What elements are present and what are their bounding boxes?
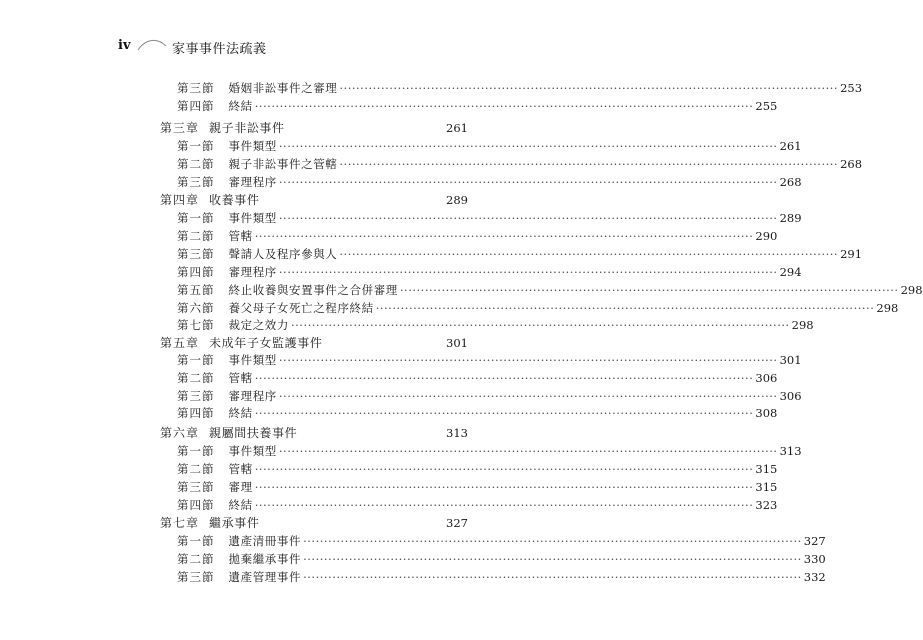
leader-dots: ························································································································ — [278, 175, 778, 189]
page-number: 306 — [755, 371, 778, 385]
leader-dots: ························································································································ — [399, 283, 899, 297]
section-title: 審理程序 — [228, 389, 277, 403]
leader-dots: ························································································································ — [375, 301, 875, 315]
toc-section-row — [177, 282, 923, 300]
leader-dots: ························································································································ — [278, 139, 778, 153]
section-number: 第二節 — [177, 229, 215, 243]
section-title: 事件類型 — [228, 211, 277, 225]
section-number: 第三節 — [177, 389, 215, 403]
toc-section-row — [177, 264, 802, 282]
toc-section-row — [177, 461, 778, 479]
section-number: 第三節 — [177, 480, 215, 494]
page-number: 261 — [446, 121, 468, 135]
section-number: 第七節 — [177, 318, 215, 332]
toc-chapter-row — [160, 119, 468, 137]
toc-section-row — [177, 352, 802, 370]
leader-dots: ························································································································ — [278, 265, 778, 279]
section-title: 婚姻非訟事件之審理 — [228, 81, 338, 95]
page-number: 315 — [755, 480, 778, 494]
page-number: 298 — [900, 283, 923, 297]
section-number: 第三節 — [177, 247, 215, 261]
chapter-title: 親子非訟事件 — [209, 121, 285, 135]
section-number: 第一節 — [177, 211, 215, 225]
leader-dots: ························································································································ — [339, 247, 839, 261]
section-number: 第四節 — [177, 99, 215, 113]
page-number: 298 — [876, 301, 899, 315]
leader-dots: ························································································································ — [291, 318, 790, 332]
toc-section-row — [177, 174, 802, 192]
page-number: 327 — [803, 534, 826, 548]
leader-dots: ························································································································ — [278, 389, 778, 403]
section-number: 第一節 — [177, 353, 215, 367]
toc-chapter-row — [160, 514, 468, 532]
page-number: 289 — [779, 211, 802, 225]
page-number: 290 — [755, 229, 778, 243]
section-number: 第六節 — [177, 301, 215, 315]
leader-dots: ························································································································ — [254, 99, 754, 113]
section-number: 第一節 — [177, 444, 215, 458]
page-number: 294 — [779, 265, 802, 279]
toc-chapter-row — [160, 191, 468, 209]
toc-section-row — [177, 300, 899, 318]
section-number: 第四節 — [177, 498, 215, 512]
leader-dots: ························································································································ — [303, 570, 802, 584]
chapter-title: 親屬間扶養事件 — [209, 426, 298, 440]
toc-section-row — [177, 228, 778, 246]
section-number: 第三節 — [177, 81, 215, 95]
toc-section-row — [177, 317, 814, 335]
leader-dots: ························································································································ — [254, 229, 754, 243]
toc-section-row — [177, 405, 778, 423]
toc-section-row — [177, 497, 778, 515]
section-title: 裁定之效力 — [228, 318, 289, 332]
leader-dots: ························································································································ — [254, 498, 754, 512]
leader-dots: ························································································································ — [254, 480, 754, 494]
page-number: 253 — [840, 81, 863, 95]
section-title: 審理程序 — [228, 175, 277, 189]
page-number: 308 — [755, 406, 778, 420]
toc-section-row — [177, 246, 863, 264]
page-number: 261 — [779, 139, 802, 153]
toc-section-row — [177, 138, 802, 156]
page-number: 289 — [446, 193, 468, 207]
book-title: 家事事件法疏義 — [172, 42, 267, 57]
toc-chapter-row — [160, 334, 468, 352]
page-number: 301 — [446, 336, 468, 350]
page-number: 301 — [779, 353, 802, 367]
section-title: 事件類型 — [228, 444, 277, 458]
section-number: 第三節 — [177, 570, 215, 584]
section-title: 終結 — [228, 498, 253, 512]
section-title: 事件類型 — [228, 353, 277, 367]
toc-section-row — [177, 98, 778, 116]
chapter-number: 第六章 — [160, 426, 200, 440]
leader-dots: ························································································································ — [339, 81, 839, 95]
toc-section-row — [177, 156, 863, 174]
toc-section-row — [177, 388, 802, 406]
section-number: 第五節 — [177, 283, 215, 297]
section-number: 第二節 — [177, 371, 215, 385]
page-number: 330 — [803, 552, 826, 566]
chapter-number: 第七章 — [160, 516, 200, 530]
section-title: 終止收養與安置事件之合併審理 — [228, 283, 398, 297]
section-number: 第三節 — [177, 175, 215, 189]
section-number: 第一節 — [177, 139, 215, 153]
page-number: 306 — [779, 389, 802, 403]
page-number: 268 — [779, 175, 802, 189]
chapter-title: 繼承事件 — [209, 516, 260, 530]
toc-section-row — [177, 533, 826, 551]
page-number: 268 — [840, 157, 863, 171]
page-number: 313 — [446, 426, 468, 440]
section-number: 第二節 — [177, 552, 215, 566]
page-number: 291 — [840, 247, 863, 261]
section-title: 審理程序 — [228, 265, 277, 279]
toc-section-row — [177, 210, 802, 228]
section-title: 遺產清冊事件 — [228, 534, 302, 548]
page-number: 298 — [791, 318, 814, 332]
page-number: 327 — [446, 516, 468, 530]
leader-dots: ························································································································ — [254, 462, 754, 476]
section-number: 第四節 — [177, 406, 215, 420]
section-title: 親子非訟事件之管轄 — [228, 157, 338, 171]
leader-dots: ························································································································ — [254, 371, 754, 385]
section-title: 聲請人及程序參與人 — [228, 247, 338, 261]
section-title: 管轄 — [228, 371, 253, 385]
leader-dots: ························································································································ — [278, 444, 778, 458]
section-title: 養父母子女死亡之程序終結 — [228, 301, 374, 315]
toc-section-row — [177, 479, 778, 497]
page-number-label: iv — [118, 38, 131, 53]
section-title: 終結 — [228, 406, 253, 420]
section-title: 遺產管理事件 — [228, 570, 302, 584]
section-number: 第一節 — [177, 534, 215, 548]
page-number: 332 — [803, 570, 826, 584]
chapter-title: 收養事件 — [209, 193, 260, 207]
leader-dots: ························································································································ — [303, 534, 802, 548]
section-title: 審理 — [228, 480, 253, 494]
toc-section-row — [177, 551, 826, 569]
leader-dots: ························································································································ — [278, 211, 778, 225]
page-number: 323 — [755, 498, 778, 512]
section-title: 管轄 — [228, 462, 253, 476]
leader-dots: ························································································································ — [339, 157, 839, 171]
section-number: 第二節 — [177, 462, 215, 476]
toc-section-row — [177, 443, 802, 461]
chapter-number: 第四章 — [160, 193, 200, 207]
leader-dots: ························································································································ — [254, 406, 754, 420]
leader-dots: ························································································································ — [303, 552, 802, 566]
page-number: 255 — [755, 99, 778, 113]
section-title: 拋棄繼承事件 — [228, 552, 302, 566]
chapter-number: 第五章 — [160, 336, 200, 350]
chapter-title: 未成年子女監護事件 — [209, 336, 323, 350]
section-title: 管轄 — [228, 229, 253, 243]
leader-dots: ························································································································ — [278, 353, 778, 367]
section-number: 第四節 — [177, 265, 215, 279]
section-title: 終結 — [228, 99, 253, 113]
section-title: 事件類型 — [228, 139, 277, 153]
toc-chapter-row — [160, 424, 468, 442]
toc-section-row — [177, 569, 826, 587]
toc-section-row — [177, 370, 778, 388]
page-number: 315 — [755, 462, 778, 476]
page-number: 313 — [779, 444, 802, 458]
toc-section-row — [177, 80, 863, 98]
section-number: 第二節 — [177, 157, 215, 171]
chapter-number: 第三章 — [160, 121, 200, 135]
